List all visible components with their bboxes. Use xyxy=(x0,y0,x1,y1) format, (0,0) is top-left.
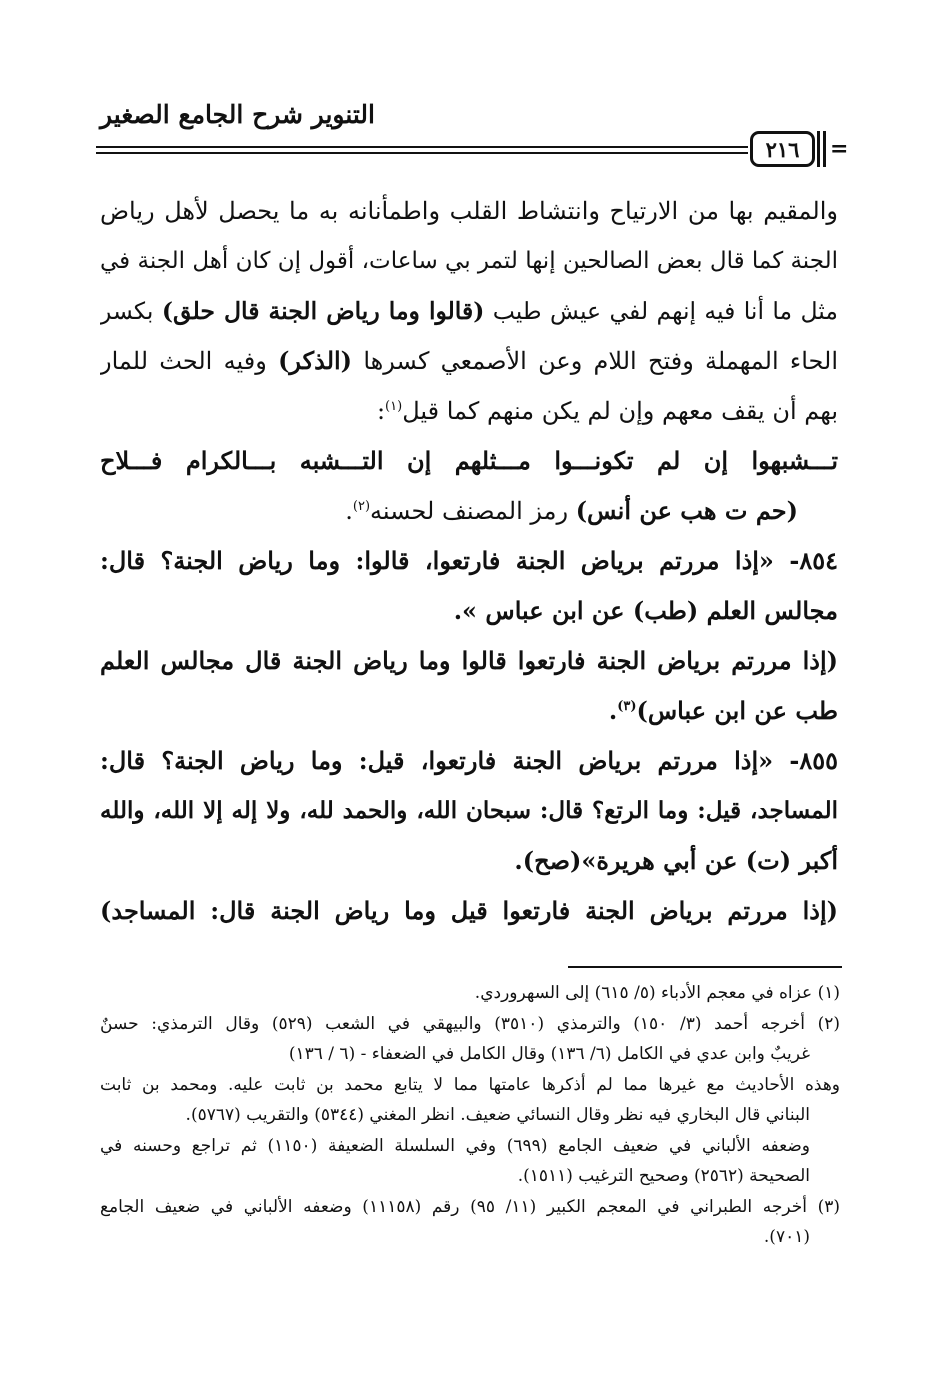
footnote-2-line: وهذه الأحاديث مع غيرها مما لم أذكرها عامتها مما لا يتابع محمد بن ثابت عليه. ومحمد بن ثابت xyxy=(100,1074,840,1095)
footnote-ref: (١) xyxy=(385,399,403,414)
footnote-ref: (٢) xyxy=(352,499,371,514)
text-line xyxy=(100,286,838,336)
page-number-ornament xyxy=(817,131,826,167)
header-rule-top xyxy=(96,146,748,148)
source-attribution: (حم ت هب عن أنس) xyxy=(575,496,798,525)
text-run: . xyxy=(345,497,353,525)
hadith-855-line: المساجد، قيل: وما الرتع؟ قال: سبحان الله، والحمد لله، ولا إله إلا الله، والله xyxy=(100,797,838,824)
hadith-855-line: ٨٥٥- «إذا مررتم برياض الجنة فارتعوا، قيل: وما رياض الجنة؟ قال: xyxy=(100,746,838,775)
commentary-855-line: (إذا مررتم برياض الجنة فارتعوا قيل وما رياض الجنة قال: المساجد) xyxy=(100,896,838,925)
text-run: طب عن ابن عباس) xyxy=(636,696,838,725)
text-run: بكسر xyxy=(100,297,154,325)
footnote-separator xyxy=(568,966,842,968)
footnote-2-line: غريبٌ وابن عدي في الكامل (٦/ ١٣٦) وقال الكامل في الضعفاء - (٦ / ١٣٦) xyxy=(288,1044,810,1064)
poetry-verse: تـــشبهوا إن لم تكونـــوا مـــثلهم إن التـــشبه بـــالكرام فـــلاح xyxy=(100,446,838,475)
text-run: الحاء المهملة وفتح اللام وعن الأصمعي كسرها xyxy=(363,347,838,375)
text-line xyxy=(100,336,838,386)
footnote-3-line: (٧٠١). xyxy=(763,1227,810,1247)
text-line xyxy=(100,486,838,536)
text-line: الجنة كما قال بعض الصالحين إنها لتمر بي ساعات، أقول إن كان أهل الجنة في xyxy=(100,248,838,274)
text-run: : xyxy=(376,397,386,425)
footnote-2-line: (٢) أخرجه أحمد (٣/ ١٥٠) والترمذي (٣٥١٠) والبيهقي في الشعب (٥٢٩) وقال الترمذي: حسنٌ xyxy=(100,1013,840,1034)
footnote-1: (١) عزاه في معجم الأدباء (٥/ ٦١٥) إلى السهروردي. xyxy=(474,983,840,1003)
text-line: والمقيم بها من الارتياح وانتشاط القلب واطمأنانه به ما يحصل لأهل رياض xyxy=(100,197,838,225)
edge-mark: = xyxy=(830,136,849,162)
footnote-3-line: (٣) أخرجه الطبراني في المعجم الكبير (١١/ ٩٥) رقم (١١١٥٨) وضعفه الألباني في ضعيف الجامع xyxy=(100,1196,840,1217)
footnote-2-line: وضعفه الألباني في ضعيف الجامع (٦٩٩) وفي السلسلة الضعيفة (١١٥٠) ثم تراجع وحسنه في xyxy=(100,1135,810,1156)
header-rule-bottom xyxy=(96,152,748,154)
text-run: . xyxy=(608,696,618,725)
text-run: بهم أن يقف معهم وإن لم يكن منهم كما قيل xyxy=(402,397,838,425)
hadith-854-line: مجالس العلم (طب) عن ابن عباس ». xyxy=(453,596,838,625)
footnote-2-line: الصحيحة (٢٥٦٢) وصحيح الترغيب (١٥١١). xyxy=(517,1166,810,1186)
text-line xyxy=(100,386,838,436)
footnote-ref: (٣) xyxy=(617,699,637,714)
body-text xyxy=(100,186,838,936)
running-title: التنوير شرح الجامع الصغير xyxy=(100,100,375,129)
text-run: وفيه الحث للمار xyxy=(100,347,267,375)
commentary-854-line: (إذا مررتم برياض الجنة فارتعوا قالوا وما رياض الجنة قال مجالس العلم xyxy=(100,646,838,675)
page-number-box xyxy=(750,131,815,167)
hadith-854-line: ٨٥٤- «إذا مررتم برياض الجنة فارتعوا، قالوا: وما رياض الجنة؟ قال: xyxy=(100,546,838,575)
footnotes xyxy=(100,978,840,1253)
page-number: ٢١٦ xyxy=(765,136,800,162)
matn-quote: (قالوا وما رياض الجنة قال حلق) xyxy=(161,297,485,325)
matn-quote: (الذكر) xyxy=(278,346,353,375)
hadith-855-line: أكبر (ت) عن أبي هريرة»(صح). xyxy=(514,846,838,875)
text-run: مثل ما أنا فيه إنهم لفي عيش طيب xyxy=(492,297,838,325)
text-run: رمز المصنف لحسنه xyxy=(370,497,569,525)
commentary-854-line xyxy=(100,686,838,736)
footnote-2-line: البناني قال البخاري فيه نظر وقال النسائي ضعيف. انظر المغني (٥٣٤٤) والتقريب (٥٧٦٧). xyxy=(185,1105,810,1125)
